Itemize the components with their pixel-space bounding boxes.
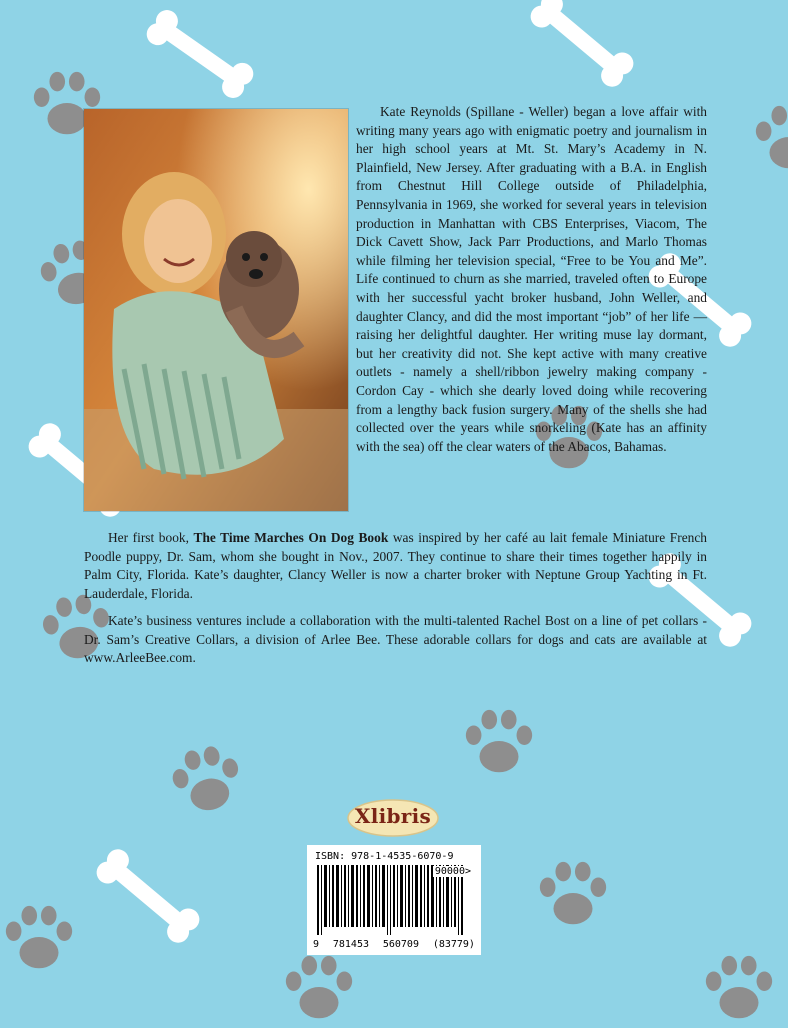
dog-bone-icon — [139, 3, 260, 105]
barcode-digits — [313, 939, 475, 950]
barcode-digit-group: 9 — [313, 939, 319, 950]
paw-print-icon — [460, 704, 538, 782]
publisher-logo-text: Xlibris — [346, 804, 440, 828]
author-photo — [84, 109, 348, 511]
isbn-label: ISBN: 978-1-4535-6070-9 — [315, 851, 473, 863]
first-book-paragraph — [84, 529, 707, 603]
paw-print-icon — [534, 856, 612, 934]
paw-print-icon — [161, 735, 254, 828]
barcode-digit-group: 560709 — [383, 939, 419, 950]
publisher-logo — [346, 798, 440, 838]
paw-print-icon — [280, 950, 358, 1028]
business-paragraph: Kate’s business ventures include a collaboration with the multi-talented Rachel Bost on a line of pet collars - Dr. Sam’s Creative Collars, a division of Arlee Bee. These adorable collars for dogs and cats are available at www.ArleeBee.com. — [84, 612, 707, 668]
price-code: 90000> — [433, 866, 473, 877]
book-title: The Time Marches On Dog Book — [194, 530, 389, 545]
paw-print-icon — [700, 950, 778, 1028]
author-bio-intro: Kate Reynolds (Spillane - Weller) began a love affair with writing many years ago with enigmatic poetry and journalism in her high school years at Mt. St. Mary’s Academy in N. Plainfield, New Jersey. After graduating with a B.A. in English from Chestnut Hill College outside of Philadelphia, Pennsylvania in 1969, she worked for several years in television production in Manhattan with CBS Enterprises, Viacom, The Dick Cavett Show, Jack Parr Productions, and Marlo Thomas while filming her television special, “Free to be You and Me”. Life continued to churn as she married, traveled often to Europe with her successful yacht broker husband, John Weller, and daughter Clancy, and did the most important “job” of her life — raising her delightful daughter. Her writing muse lay dormant, but her creativity did not. She kept active with many creative outlets - namely a shell/ribbon jewelry making company - Cordon Cay - which she dearly loved doing while recovering from a lengthy back fusion surgery. Many of the shells she had collected over the years while snorkeling (Kate has an affinity with the sea) off the clear waters of the Abacos, Bahamas. — [356, 103, 707, 456]
paw-print-icon — [750, 100, 788, 178]
book-para-lead: Her first book, — [108, 530, 194, 545]
paw-print-icon — [0, 900, 78, 978]
dog-bone-icon — [89, 842, 207, 950]
dog-bone-icon — [523, 0, 641, 94]
book-para-rest: was inspired by her café au lait female Miniature French Poodle puppy, Dr. Sam, whom she bought in Nov., 2007. They continue to share their times together happily in Palm City, Florida. Kate’s daughter, Clancy Weller is now a charter broker with Neptune Group Yachting in Ft. Lauderdale, Florida. — [84, 530, 707, 601]
barcode — [307, 845, 481, 955]
barcode-digit-group: 781453 — [333, 939, 369, 950]
barcode-digit-group: (83779) — [433, 939, 475, 950]
